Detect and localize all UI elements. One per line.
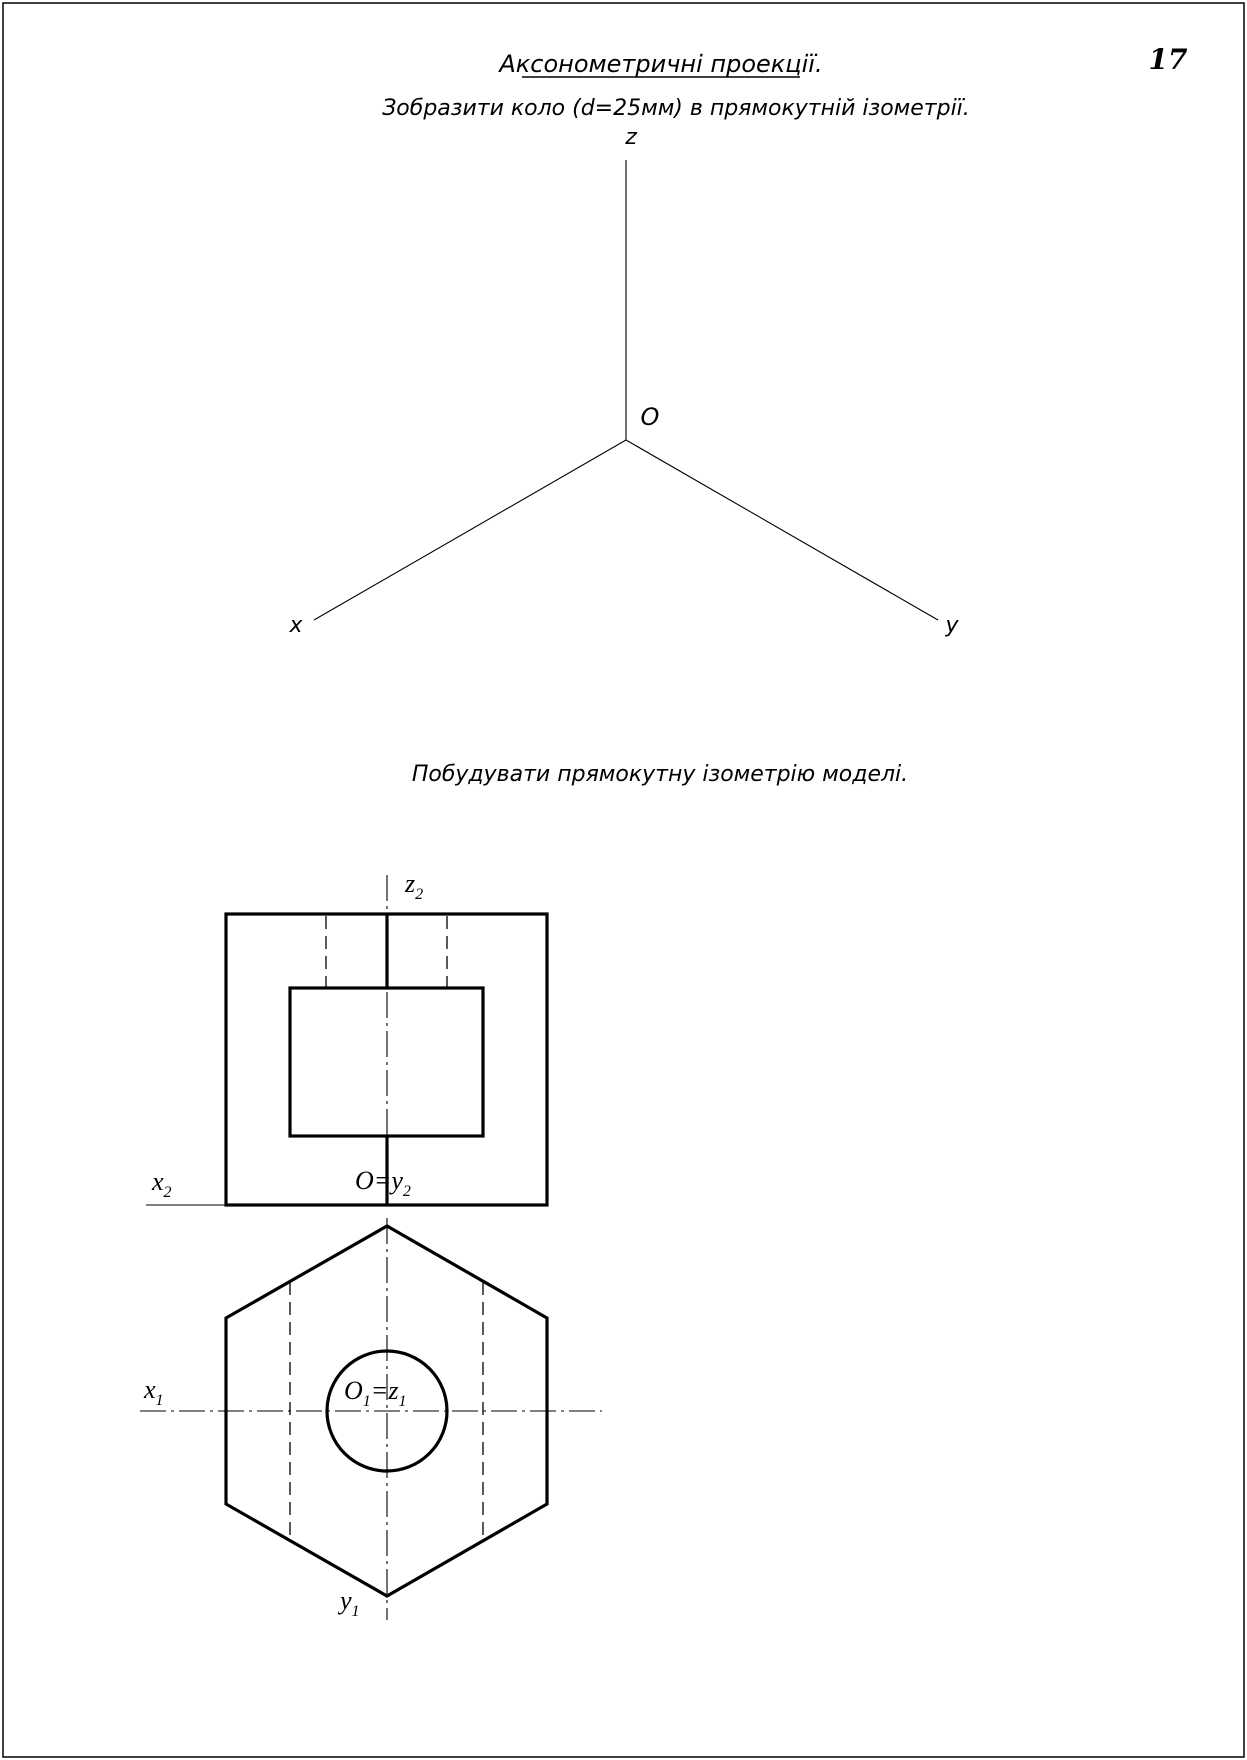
task-2-text: Побудувати прямокутну ізометрію моделі.: [411, 762, 909, 787]
iso-axis-y: [626, 440, 938, 620]
iso-label-y: y: [945, 613, 959, 638]
front-label-origin: $O=y_2$: [355, 1166, 411, 1200]
top-view: [140, 1218, 602, 1620]
iso-label-z: z: [625, 125, 637, 150]
top-label-x1: $x_1$: [144, 1375, 164, 1409]
iso-label-x: x: [289, 613, 303, 638]
front-label-x2: $x_2$: [152, 1167, 172, 1201]
front-view: [146, 869, 547, 1205]
isometric-axes: [288, 125, 959, 638]
iso-axis-x: [314, 440, 626, 620]
page-number: 17: [1148, 43, 1188, 76]
top-label-y1: $y_1$: [340, 1586, 360, 1620]
task-1-text: Зобразити коло (d=25мм) в прямокутній ізометрії.: [382, 96, 970, 121]
page-title: Аксонометричні проекції.: [499, 50, 823, 78]
page-frame: [3, 3, 1244, 1757]
iso-label-origin: O: [640, 403, 660, 431]
top-label-origin: $O_1=z_1$: [344, 1376, 407, 1410]
front-label-z2: $z_2$: [405, 869, 424, 903]
